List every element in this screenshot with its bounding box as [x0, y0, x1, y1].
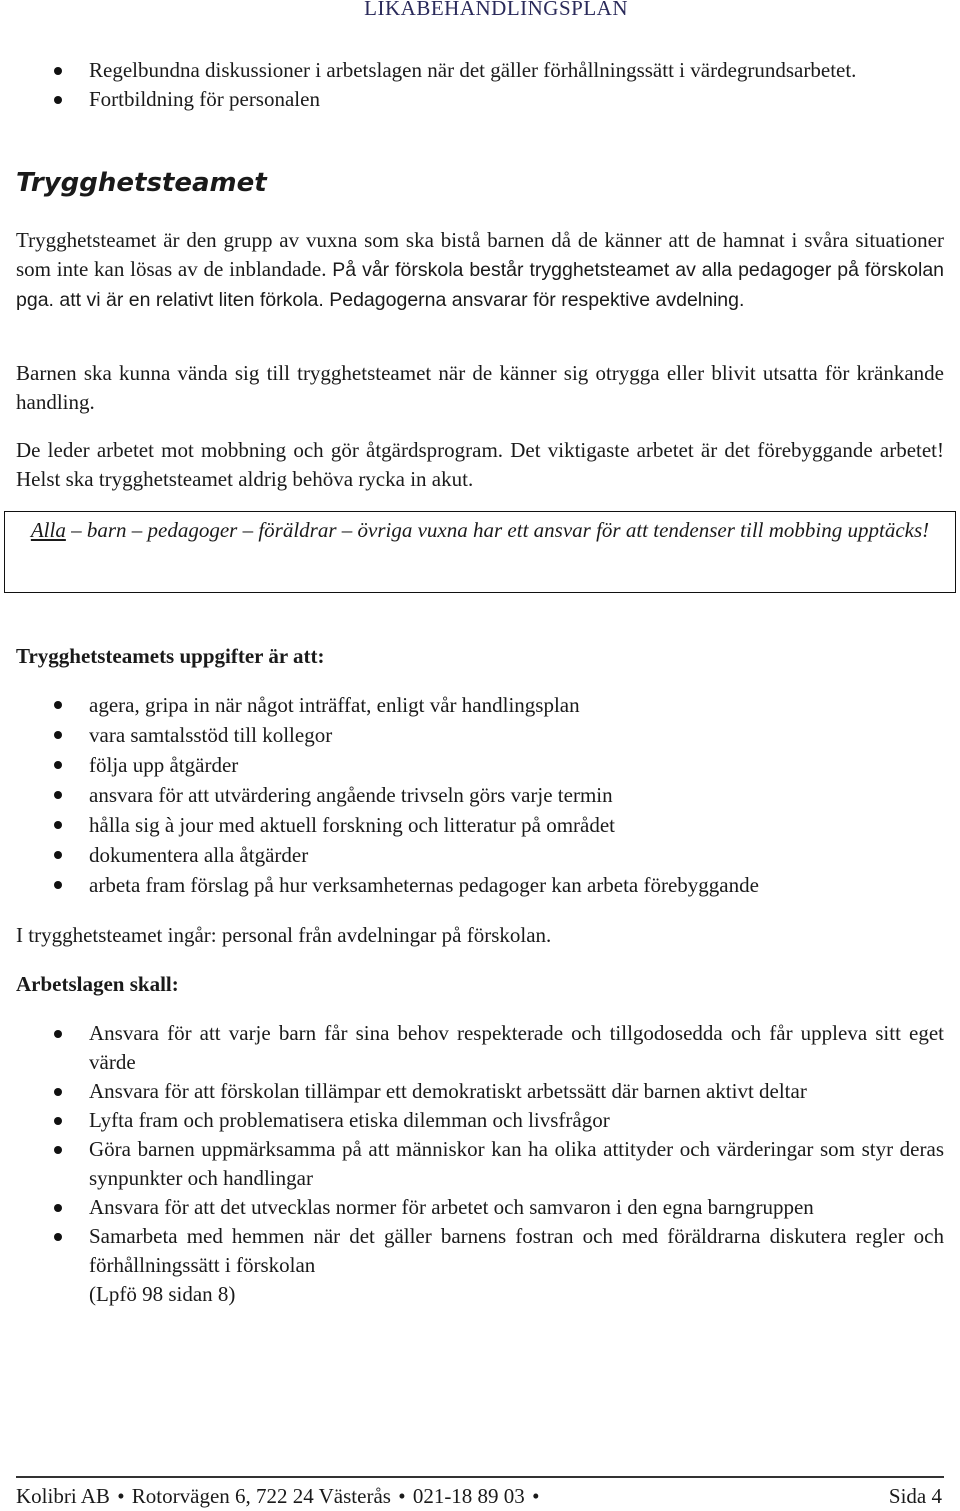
footer-contact	[16, 1484, 541, 1509]
section-paragraph: Trygghetsteamet är den grupp av vuxna som ska bistå barnen då de känner att de hamnat i svåra situationer som inte kan lösas av de inblandade. På vår förskola består trygghetsteamet av alla pedagoger på förskolan pga. att vi är en relativt liten förkola. Pedagogerna ansvarar för respektive avdelning.	[16, 228, 945, 311]
bullet-icon	[54, 67, 62, 75]
footer-divider	[16, 1476, 944, 1478]
bullet-icon	[54, 821, 62, 829]
bullet-icon	[54, 701, 62, 709]
page-number: Sida 4	[888, 1484, 942, 1508]
bullet-icon	[54, 1204, 62, 1212]
list-item: arbeta fram förslag på hur verksamheternas pedagoger kan arbeta förebyggande	[16, 870, 944, 900]
list-item: Ansvara för att det utvecklas normer för arbetet och samvaron i den egna barngruppen	[16, 1193, 944, 1222]
section-title: Trygghetsteamet	[16, 168, 267, 198]
tasks-list	[16, 690, 944, 900]
bullet-icon	[54, 761, 62, 769]
bullet-icon	[54, 1146, 62, 1154]
section-paragraph: De leder arbetet mot mobbning och gör åtgärdsprogram. Det viktigaste arbetet är det förebyggande arbetet! Helst ska trygghetsteamet aldrig behöva rycka in akut.	[16, 438, 944, 491]
bullet-icon	[54, 1233, 62, 1241]
top-bullet-list	[16, 56, 944, 114]
bullet-icon	[54, 1030, 62, 1038]
section-paragraph: Barnen ska kunna vända sig till trygghetsteamet när de känner sig otrygga eller blivit utsatta för kränkande handling.	[16, 361, 944, 414]
footer-separator-icon: •	[398, 1484, 406, 1508]
list-item: dokumentera alla åtgärder	[16, 840, 944, 870]
bullet-icon	[54, 1117, 62, 1125]
document-header: LIKABEHANDLINGSPLAN	[364, 0, 628, 20]
footer-phone: 021-18 89 03	[412, 1484, 525, 1508]
list-item: vara samtalsstöd till kollegor	[16, 720, 944, 750]
bullet-icon	[54, 96, 62, 104]
list-item: Göra barnen uppmärksamma på att människor kan ha olika attityder och värderingar som styr deras synpunkter och handlingar	[16, 1135, 944, 1193]
footer-separator-icon: •	[532, 1484, 540, 1508]
list-item: Fortbildning för personalen	[16, 85, 944, 114]
bullet-icon	[54, 731, 62, 739]
list-item: Samarbeta med hemmen när det gäller barnens fostran och med föräldrarna diskutera regler och förhållningssätt i förskolan	[16, 1222, 944, 1280]
list-item: Ansvara för att varje barn får sina behov respekterade och tillgodosedda och får uppleva sitt eget värde	[16, 1019, 944, 1077]
footer-address: Rotorvägen 6, 722 24 Västerås	[131, 1484, 391, 1508]
list-item: följa upp åtgärder	[16, 750, 944, 780]
footer-company: Kolibri AB	[16, 1484, 110, 1508]
work-teams-list	[16, 1019, 944, 1309]
list-item: Lyfta fram och problematisera etiska dilemman och livsfrågor	[16, 1106, 944, 1135]
footer-separator-icon: •	[117, 1484, 125, 1508]
bullet-icon	[54, 851, 62, 859]
list-item: ansvara för att utvärdering angående trivseln görs varje termin	[16, 780, 944, 810]
work-teams-heading: Arbetslagen skall:	[16, 972, 179, 996]
list-item: hålla sig à jour med aktuell forskning och litteratur på området	[16, 810, 944, 840]
bullet-icon	[54, 1088, 62, 1096]
source-reference: (Lpfö 98 sidan 8)	[89, 1282, 236, 1306]
bullet-icon	[54, 791, 62, 799]
callout-box: Alla – barn – pedagoger – föräldrar – övriga vuxna har ett ansvar för att tendenser till mobbing upptäcks!	[4, 511, 956, 593]
callout-emphasis: Alla	[30, 518, 66, 542]
tasks-note: I trygghetsteamet ingår: personal från avdelningar på förskolan.	[16, 923, 552, 947]
bullet-icon	[54, 881, 62, 889]
list-item: agera, gripa in när något inträffat, enligt vår handlingsplan	[16, 690, 944, 720]
list-item: Ansvara för att förskolan tillämpar ett demokratiskt arbetssätt där barnen aktivt deltar	[16, 1077, 944, 1106]
list-item: Regelbundna diskussioner i arbetslagen när det gäller förhållningssätt i värdegrundsarbetet.	[16, 56, 944, 85]
tasks-heading: Trygghetsteamets uppgifter är att:	[16, 644, 325, 668]
